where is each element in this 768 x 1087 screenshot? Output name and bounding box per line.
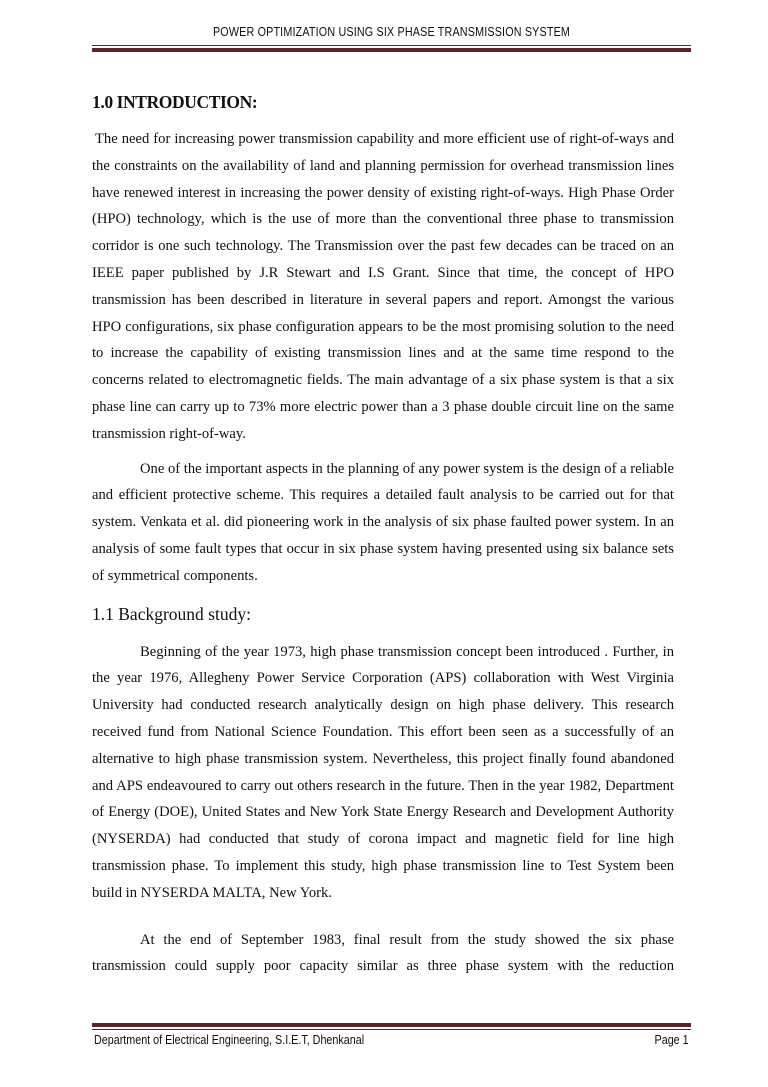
footer-rule	[92, 1023, 691, 1030]
section-heading-background: 1.1 Background study:	[92, 603, 251, 624]
footer-department: Department of Electrical Engineering, S.I.E.T, Dhenkanal	[94, 1033, 365, 1047]
background-paragraph-1: Beginning of the year 1973, high phase transmission concept been introduced . Further, in the year 1976, Allegheny Power Service Corporation (APS) collaboration with West Virginia University had conducted research analytically design on high phase delivery. This research received fund from National Science Foundation. This effort been seen as a successfully of an alternative to high phase transmission system. Nevertheless, this project finally found abandoned and APS endeavoured to carry out others research in the future. Then in the year 1982, Department of Energy (DOE), United States and New York State Energy Research and Development Authority (NYSERDA) had conducted that study of corona impact and magnetic field for line high transmission phase. To implement this study, high phase transmission line to Test System been build in NYSERDA MALTA, New York.	[92, 643, 674, 901]
intro-paragraph-2: One of the important aspects in the planning of any power system is the design of a reliable and efficient protective scheme. This requires a detailed fault analysis to be carried out for that system. Venkata et al. did pioneering work in the analysis of six phase faulted power system. In an analysis of some fault types that occur in six phase system having presented using six balance sets of symmetrical components.	[92, 460, 674, 584]
header-rule-thick	[92, 48, 691, 52]
running-header: POWER OPTIMIZATION USING SIX PHASE TRANSMISSION SYSTEM	[212, 25, 571, 39]
footer-page-number: Page 1	[654, 1033, 689, 1047]
header-rule	[92, 45, 691, 52]
section-heading-introduction: 1.0 INTRODUCTION:	[92, 92, 258, 112]
running-footer	[94, 1033, 689, 1047]
footer-rule-thin	[92, 1029, 691, 1030]
document-body	[92, 90, 674, 980]
background-paragraph-2: At the end of September 1983, final result from the study showed the six phase transmission could supply poor capacity similar as three phase system with the reduction	[92, 931, 674, 975]
intro-paragraph-1: The need for increasing power transmission capability and more efficient use of right-of-ways and the constraints on the availability of land and planning permission for overhead transmission lines have renewed interest in increasing the power density of existing right-of-ways. High Phase Order (HPO) technology, which is the use of more than the conventional three phase to transmission corridor is one such technology. The Transmission over the past few decades can be traced on an IEEE paper published by J.R Stewart and I.S Grant. Since that time, the concept of HPO transmission has been described in literature in several papers and report. Amongst the various HPO configurations, six phase configuration appears to be the most promising solution to the need to increase the capability of existing transmission lines and at the same time respond to the concerns related to electromagnetic fields. The main advantage of a six phase system is that a six phase line can carry up to 73% more electric power than a 3 phase double circuit line on the same transmission right-of-way.	[92, 131, 674, 442]
